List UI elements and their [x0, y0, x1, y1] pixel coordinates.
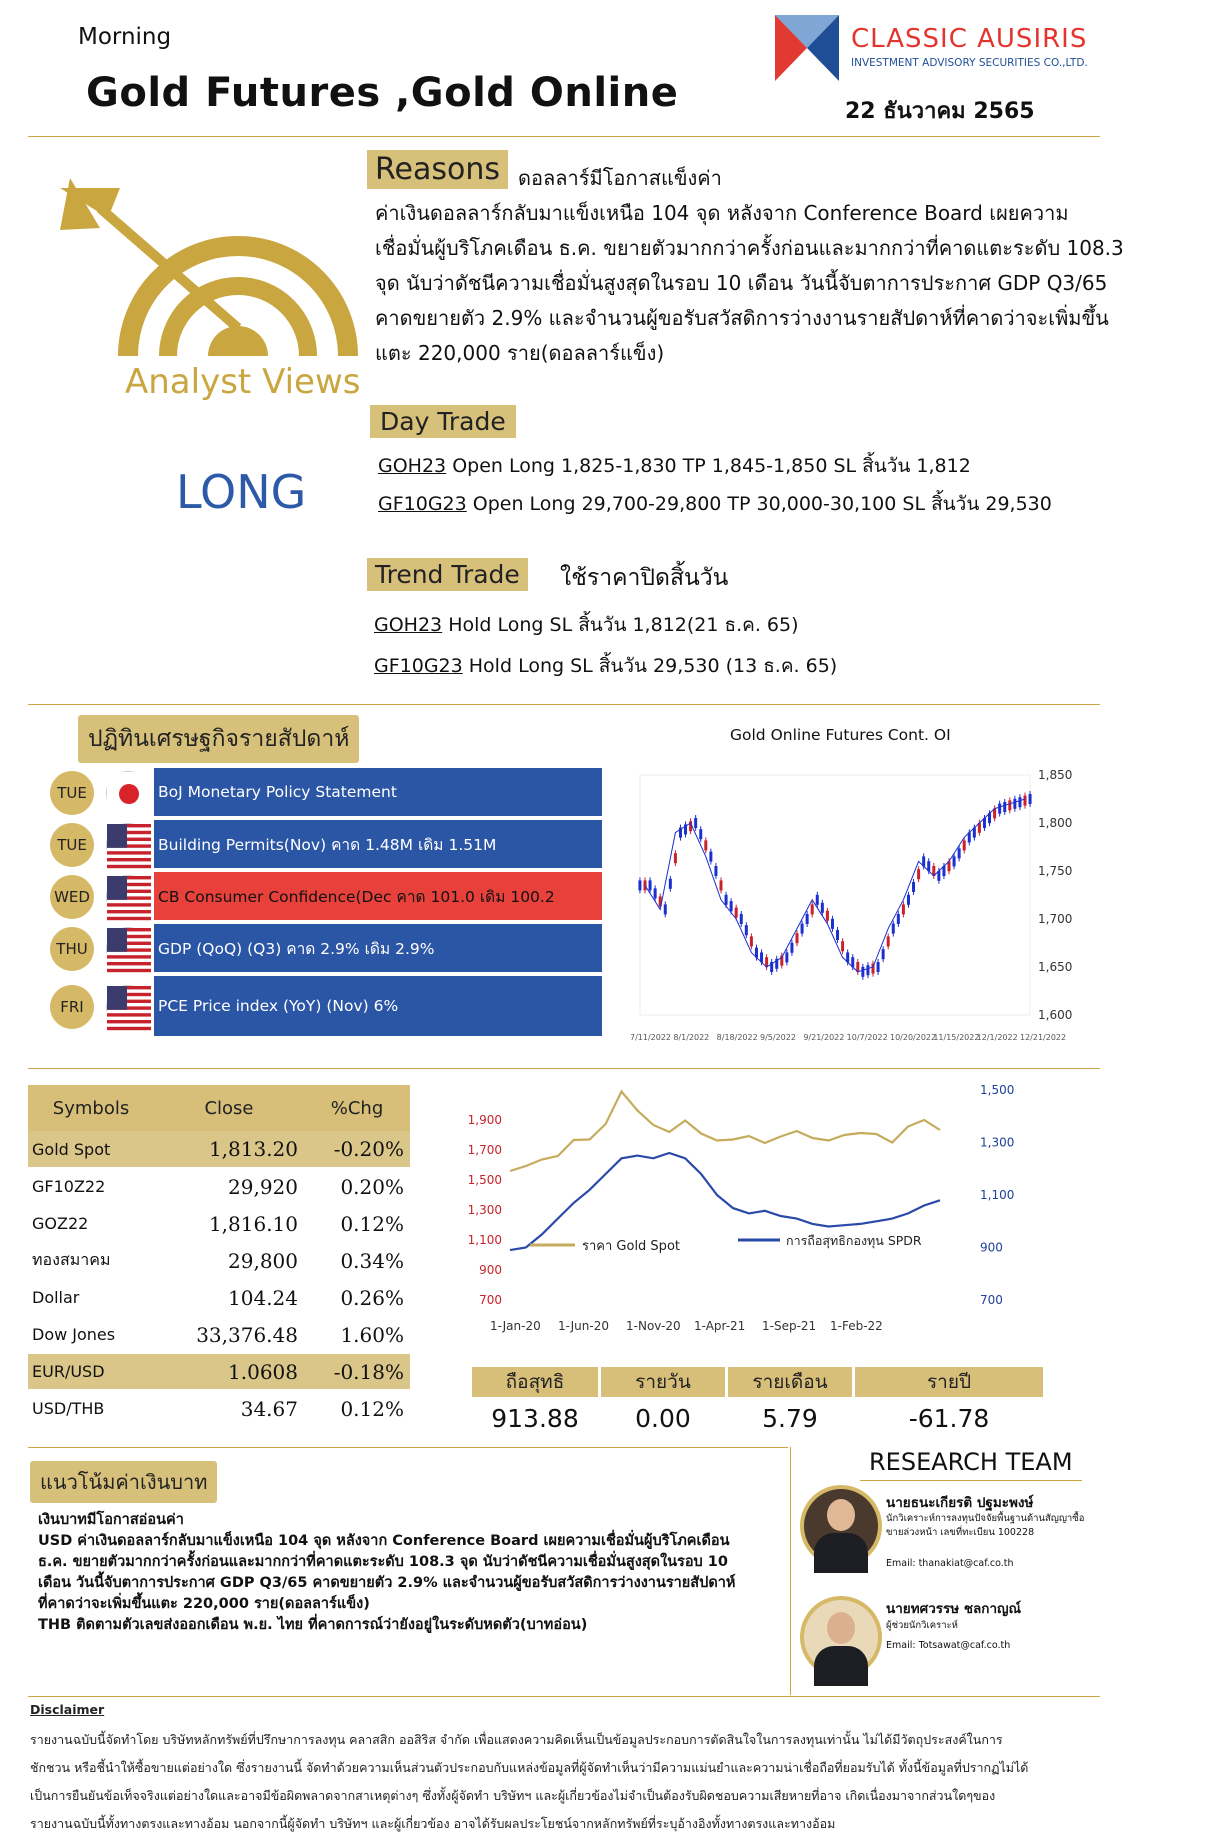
candle-body: [953, 856, 956, 866]
disclaimer-line: เป็นการยืนยันข้อเท็จจริงแต่อย่างใดและอาจมีข้อผิดพลาดจากสาเหตุต่างๆ ซึ่งทั้งผู้จัดทำ บริษัทฯ และผู้เกี่ยวข้องไม่จำเป็นต้องรับผิดชอบความเสียหายที่อาจ เกิดเนื่องมาจากส่วนใดๆของ: [30, 1788, 996, 1803]
candle-body: [1003, 802, 1006, 812]
table-row: [28, 1316, 410, 1353]
table-row: [28, 1131, 410, 1168]
fund-value: 5.79: [762, 1403, 818, 1433]
candle-body: [699, 829, 702, 839]
candle-body: [735, 908, 738, 918]
table-row: [28, 1168, 410, 1205]
y-left-tick-label: 1,300: [467, 1203, 502, 1217]
candle-body: [963, 840, 966, 850]
baht-outlook-tag: แนวโน้มค่าเงินบาท: [30, 1461, 217, 1503]
company-subtitle: INVESTMENT ADVISORY SECURITIES CO.,LTD.: [851, 57, 1088, 69]
y-tick-label: 1,750: [1038, 864, 1073, 878]
x-tick-label: 7/11/2022: [630, 1033, 672, 1042]
candle-body: [654, 888, 657, 898]
day-badge: TUE: [50, 823, 94, 867]
table-row: [28, 1353, 410, 1390]
candle-body: [816, 895, 819, 905]
candle-body: [745, 925, 748, 935]
analyst-view: LONG: [176, 465, 307, 519]
symbol-code: GOH23: [378, 455, 447, 477]
y-left-tick-label: 1,500: [467, 1173, 502, 1187]
y-tick-label: 1,850: [1038, 768, 1073, 782]
candle-body: [649, 880, 652, 890]
target-arrow-icon: [60, 178, 350, 358]
vertical-divider: [790, 1447, 791, 1695]
candle-body: [821, 903, 824, 913]
series-line: [510, 1092, 940, 1172]
candle-body: [1013, 799, 1016, 809]
gold-spdr-chart: [450, 1080, 1040, 1350]
candle-body: [714, 866, 717, 876]
reasons-tag: Reasons: [367, 150, 508, 189]
candle-body: [669, 879, 672, 889]
event-label: GDP (QoQ) (Q3) คาด 2.9% เดิม 2.9%: [154, 924, 602, 974]
baht-line: ธ.ค. ขยายตัวมากกว่าครั้งก่อนและมากกว่าที่คาดแตะระดับ 108.3 จุด นับว่าดัชนีความเชื่อมั่นสูงสุดในรอบ 10: [38, 1554, 728, 1570]
calendar-row: [50, 872, 602, 922]
event-label: PCE Price index (YoY) (Nov) 6%: [154, 976, 602, 1038]
candle-body: [826, 911, 829, 921]
candle-body: [958, 848, 961, 858]
x-tick-label: 1-Nov-20: [626, 1319, 681, 1333]
candle-body: [790, 943, 793, 953]
x-tick-label: 11/15/2022: [933, 1033, 980, 1042]
close-price: 1.0608: [154, 1353, 304, 1390]
trend-trade-row: [374, 651, 837, 681]
section-divider: [28, 1447, 788, 1448]
trend-trade-note: ใช้ราคาปิดสิ้นวัน: [560, 565, 729, 591]
y-right-tick-label: 1,100: [980, 1188, 1015, 1202]
y-right-tick-label: 900: [980, 1240, 1003, 1255]
day-badge: WED: [50, 875, 94, 919]
x-tick-label: 9/5/2022: [760, 1033, 796, 1042]
column-header: Close: [154, 1085, 304, 1131]
x-tick-label: 1-Apr-21: [694, 1319, 746, 1333]
japan-flag-icon: [106, 771, 150, 815]
header-divider: [28, 136, 1100, 137]
close-price: 34.67: [154, 1390, 304, 1427]
symbol-name: GF10Z22: [28, 1168, 154, 1205]
y-left-tick-label: 1,700: [467, 1143, 502, 1157]
fund-header: ถือสุทธิ: [472, 1367, 598, 1397]
trade-instruction: Open Long 29,700-29,800 TP 30,000-30,100 SL สิ้นวัน 29,530: [466, 493, 1052, 515]
y-right-tick-label: 1,300: [980, 1135, 1015, 1150]
symbol-name: Gold Spot: [28, 1131, 154, 1168]
us-flag-icon: [106, 875, 150, 919]
baht-line: USD ค่าเงินดอลลาร์กลับมาแข็งเหนือ 104 จุด หลังจาก Conference Board เผยความเชื่อมั่นผู้บริโภคเดือน: [38, 1533, 730, 1549]
close-price: 29,800: [154, 1242, 304, 1279]
close-price: 29,920: [154, 1168, 304, 1205]
baht-line: เดือน วันนี้จับตาการประกาศ GDP Q3/65 คาดขยายตัว 2.9% และจำนวนผู้ขอรับสวัสดิการว่างงานรายสัปดาห์: [38, 1575, 736, 1591]
candle-body: [912, 882, 915, 892]
x-tick-label: 1-Jun-20: [558, 1319, 609, 1333]
column-header: %Chg: [304, 1085, 410, 1131]
candle-body: [709, 852, 712, 862]
day-trade-row: [378, 489, 1052, 519]
reasons-line: จุด นับว่าดัชนีความเชื่อมั่นสูงสุดในรอบ 10 เดือน วันนี้จับตาการประกาศ GDP Q3/65: [375, 271, 1108, 295]
day-trade-row: [378, 451, 971, 481]
company-logo: [773, 13, 841, 83]
reasons-line: แตะ 220,000 ราย(ดอลลาร์แข็ง): [375, 341, 665, 365]
plot-area: [640, 775, 1030, 1015]
close-price: 1,816.10: [154, 1205, 304, 1242]
candle-body: [1029, 794, 1032, 804]
y-tick-label: 1,800: [1038, 816, 1073, 830]
baht-line: ที่คาดว่าจะเพิ่มขึ้นแตะ 220,000 ราย(ดอลลาร์แข็ง): [38, 1596, 370, 1612]
day-badge: FRI: [50, 985, 94, 1029]
percent-change: 0.20%: [304, 1168, 410, 1205]
report-date: 22 ธันวาคม 2565: [845, 99, 1035, 124]
candle-body: [740, 914, 743, 924]
candle-body: [750, 936, 753, 946]
percent-change: 0.26%: [304, 1279, 410, 1316]
percent-change: 0.12%: [304, 1205, 410, 1242]
x-tick-label: 1-Jan-20: [490, 1319, 541, 1333]
member-name: นายธนะเกียรติ ปฐมะพงษ์: [886, 1495, 1034, 1511]
disclaimer-line: รายงานฉบับนี้ทั้งทางตรงและทางอ้อม นอกจากนี้ผู้จัดทำ บริษัทฯ และผู้เกี่ยวข้อง อาจได้รับผลประโยชน์จากหลักทรัพย์ที่ระบุอ้างอิงทั้งทางตรงและทางอ้อม: [30, 1816, 836, 1831]
column-header: Symbols: [28, 1085, 154, 1131]
member-name: นายทศวรรษ ชลกาญณ์: [886, 1601, 1022, 1617]
candle-body: [785, 952, 788, 962]
candle-body: [887, 936, 890, 946]
page-title: Gold Futures ,Gold Online: [86, 70, 679, 116]
table-row: [28, 1279, 410, 1316]
fund-header: รายเดือน: [728, 1367, 852, 1397]
reasons-headline: ดอลลาร์มีโอกาสแข็งค่า: [518, 166, 722, 190]
candle-body: [866, 965, 869, 975]
candle-body: [806, 914, 809, 924]
candle-body: [836, 930, 839, 940]
disclaimer-title: Disclaimer: [30, 1702, 105, 1717]
calendar-title: ปฏิทินเศรษฐกิจรายสัปดาห์: [78, 715, 359, 763]
candle-body: [674, 853, 677, 863]
percent-change: 1.60%: [304, 1316, 410, 1353]
percent-change: 0.34%: [304, 1242, 410, 1279]
candle-body: [720, 880, 723, 890]
oi-chart-title: Gold Online Futures Cont. OI: [730, 726, 951, 744]
member-email: Email: Totsawat@caf.co.th: [886, 1640, 1011, 1651]
candle-body: [897, 914, 900, 924]
x-tick-label: 10/7/2022: [846, 1033, 888, 1042]
y-right-tick-label: 1,500: [980, 1083, 1015, 1097]
section-divider: [28, 1696, 1100, 1697]
symbol-name: USD/THB: [28, 1390, 154, 1427]
trade-instruction: Open Long 1,825-1,830 TP 1,845-1,850 SL สิ้นวัน 1,812: [446, 455, 971, 477]
trade-instruction: Hold Long SL สิ้นวัน 1,812(21 ธ.ค. 65): [442, 614, 799, 636]
member-role: นักวิเคราะห์การลงทุนปัจจัยพื้นฐานด้านสัญญาซื้อขายล่วงหน้า เลขที่ทะเบียน 100228: [886, 1513, 1085, 1538]
x-tick-label: 9/21/2022: [803, 1033, 845, 1042]
table-row: [28, 1390, 410, 1427]
symbol-name: EUR/USD: [28, 1353, 154, 1390]
member-email: Email: thanakiat@caf.co.th: [886, 1558, 1014, 1569]
us-flag-icon: [106, 823, 150, 867]
x-tick-label: 8/18/2022: [716, 1033, 758, 1042]
candle-body: [831, 919, 834, 929]
event-label: CB Consumer Confidence(Dec คาด 101.0 เดิม 100.2: [154, 872, 602, 922]
close-price: 1,813.20: [154, 1131, 304, 1168]
candle-body: [877, 962, 880, 972]
analyst-views-label: Analyst Views: [125, 362, 361, 402]
candle-body: [730, 901, 733, 911]
symbol-name: Dollar: [28, 1279, 154, 1316]
candle-body: [907, 895, 910, 905]
report-period: Morning: [78, 24, 172, 50]
candle-body: [902, 904, 905, 914]
us-flag-icon: [106, 927, 150, 971]
x-tick-label: 10/20/2022: [890, 1033, 937, 1042]
oi-chart: [620, 760, 1073, 1050]
candle-body: [1024, 796, 1027, 806]
us-flag-icon: [106, 985, 150, 1029]
reasons-line: คาดขยายตัว 2.9% และจำนวนผู้ขอรับสวัสดิการว่างงานรายสัปดาห์ที่คาดว่าจะเพิ่มขึ้น: [375, 306, 1109, 330]
y-tick-label: 1,700: [1038, 912, 1073, 926]
symbol-code: GF10G23: [374, 655, 463, 677]
symbol-code: GOH23: [374, 614, 443, 636]
trend-trade-tag: Trend Trade: [367, 558, 528, 591]
reasons-body: [375, 196, 1205, 371]
calendar-row: [50, 768, 602, 818]
y-right-tick-label: 700: [980, 1293, 1003, 1307]
reasons-line: เชื่อมั่นผู้บริโภคเดือน ธ.ค. ขยายตัวมากกว่าครั้งก่อนและมากกว่าที่คาดแตะระดับ 108.3: [375, 236, 1124, 260]
company-name: CLASSIC AUSIRIS: [851, 24, 1088, 54]
y-left-tick-label: 900: [479, 1263, 502, 1277]
candle-body: [694, 818, 697, 828]
series-line: [645, 799, 1025, 972]
symbol-code: GF10G23: [378, 493, 467, 515]
disclaimer-body: [30, 1726, 1028, 1838]
y-left-tick-label: 1,900: [467, 1113, 502, 1127]
trade-instruction: Hold Long SL สิ้นวัน 29,530 (13 ธ.ค. 65): [462, 655, 838, 677]
candle-body: [1018, 797, 1021, 807]
percent-change: 0.12%: [304, 1390, 410, 1427]
candle-body: [882, 949, 885, 959]
x-tick-label: 8/1/2022: [673, 1033, 710, 1042]
table-header-row: [28, 1085, 410, 1131]
event-label: BoJ Monetary Policy Statement: [154, 768, 602, 818]
trend-trade-row: [374, 610, 799, 640]
fund-value: -61.78: [908, 1403, 990, 1433]
symbol-name: ทองสมาคม: [28, 1242, 154, 1279]
fund-header: รายวัน: [601, 1367, 725, 1397]
y-left-tick-label: 700: [479, 1293, 502, 1307]
y-left-tick-label: 1,100: [467, 1233, 502, 1247]
candle-body: [841, 941, 844, 951]
x-tick-label: 12/1/2022: [976, 1033, 1018, 1042]
fund-value: 913.88: [491, 1403, 579, 1433]
symbol-name: GOZ22: [28, 1205, 154, 1242]
reasons-line: ค่าเงินดอลลาร์กลับมาแข็งเหนือ 104 จุด หลังจาก Conference Board เผยความ: [375, 201, 1069, 225]
candle-body: [892, 924, 895, 934]
event-label: Building Permits(Nov) คาด 1.48M เดิม 1.51M: [154, 820, 602, 870]
research-team-title: RESEARCH TEAM: [869, 1448, 1073, 1476]
x-tick-label: 12/21/2022: [1020, 1033, 1067, 1042]
member-role: ผู้ช่วยนักวิเคราะห์: [886, 1620, 958, 1631]
close-price: 104.24: [154, 1279, 304, 1316]
day-trade-tag: Day Trade: [370, 405, 516, 438]
candle-body: [811, 904, 814, 914]
candle-body: [861, 967, 864, 977]
avatar: [800, 1485, 882, 1567]
day-badge: TUE: [50, 771, 94, 815]
close-price: 33,376.48: [154, 1316, 304, 1353]
y-tick-label: 1,600: [1038, 1008, 1073, 1022]
candle-body: [917, 869, 920, 879]
percent-change: -0.18%: [304, 1353, 410, 1390]
disclaimer-line: รายงานฉบับนี้จัดทำโดย บริษัทหลักทรัพย์ที่ปรึกษาการลงทุน คลาสสิก ออสิริส จำกัด เพื่อแสดงความคิดเห็นเป็นข้อมูลประกอบการตัดสินใจในการลงทุนเท่านั้น ไม่ได้มีวัตถุประสงค์ในการ: [30, 1732, 1003, 1747]
candle-body: [1008, 800, 1011, 810]
candle-body: [796, 933, 799, 943]
candle-body: [638, 880, 641, 890]
calendar-row: [50, 820, 602, 870]
baht-outlook-body: [38, 1510, 735, 1636]
legend-label: ราคา Gold Spot: [582, 1239, 680, 1254]
x-tick-label: 1-Sep-21: [762, 1319, 817, 1333]
candle-body: [998, 804, 1001, 814]
baht-line: เงินบาทมีโอกาสอ่อนค่า: [38, 1512, 184, 1528]
fund-value: 0.00: [635, 1403, 691, 1433]
calendar-row: [50, 924, 602, 974]
table-row: [28, 1205, 410, 1242]
candle-body: [801, 924, 804, 934]
x-tick-label: 1-Feb-22: [830, 1319, 883, 1333]
section-divider: [28, 1068, 1100, 1069]
candle-body: [704, 840, 707, 850]
legend-label: การถือสุทธิกองทุน SPDR: [786, 1233, 922, 1248]
calendar-row: [50, 976, 602, 1038]
baht-line: THB ติดตามตัวเลขส่งออกเดือน พ.ย. ไทย ที่คาดการณ์ว่ายังอยู่ในระดับหดตัว(บาทอ่อน): [38, 1617, 588, 1633]
candle-body: [725, 895, 728, 905]
symbol-name: Dow Jones: [28, 1316, 154, 1353]
research-team-underline: [860, 1480, 1082, 1481]
section-divider: [28, 704, 1100, 705]
market-table: [28, 1085, 410, 1428]
fund-header: รายปี: [855, 1367, 1043, 1397]
day-badge: THU: [50, 927, 94, 971]
avatar: [800, 1596, 882, 1678]
y-tick-label: 1,650: [1038, 960, 1073, 974]
percent-change: -0.20%: [304, 1131, 410, 1168]
disclaimer-line: ชักชวน หรือชี้นำให้ซื้อขายแต่อย่างใด ซึ่งรายงานนี้ จัดทำด้วยความเห็นส่วนตัวประกอบกับแหล่งข้อมูลที่ผู้จัดทำเห็นว่ามีความแม่นยำและความน่าเชื่อถือที่ยอมรับได้ ทั้งนี้ข้อมูลที่ปรากฏไม่ได้: [30, 1760, 1029, 1775]
table-row: [28, 1242, 410, 1279]
candle-body: [664, 904, 667, 914]
